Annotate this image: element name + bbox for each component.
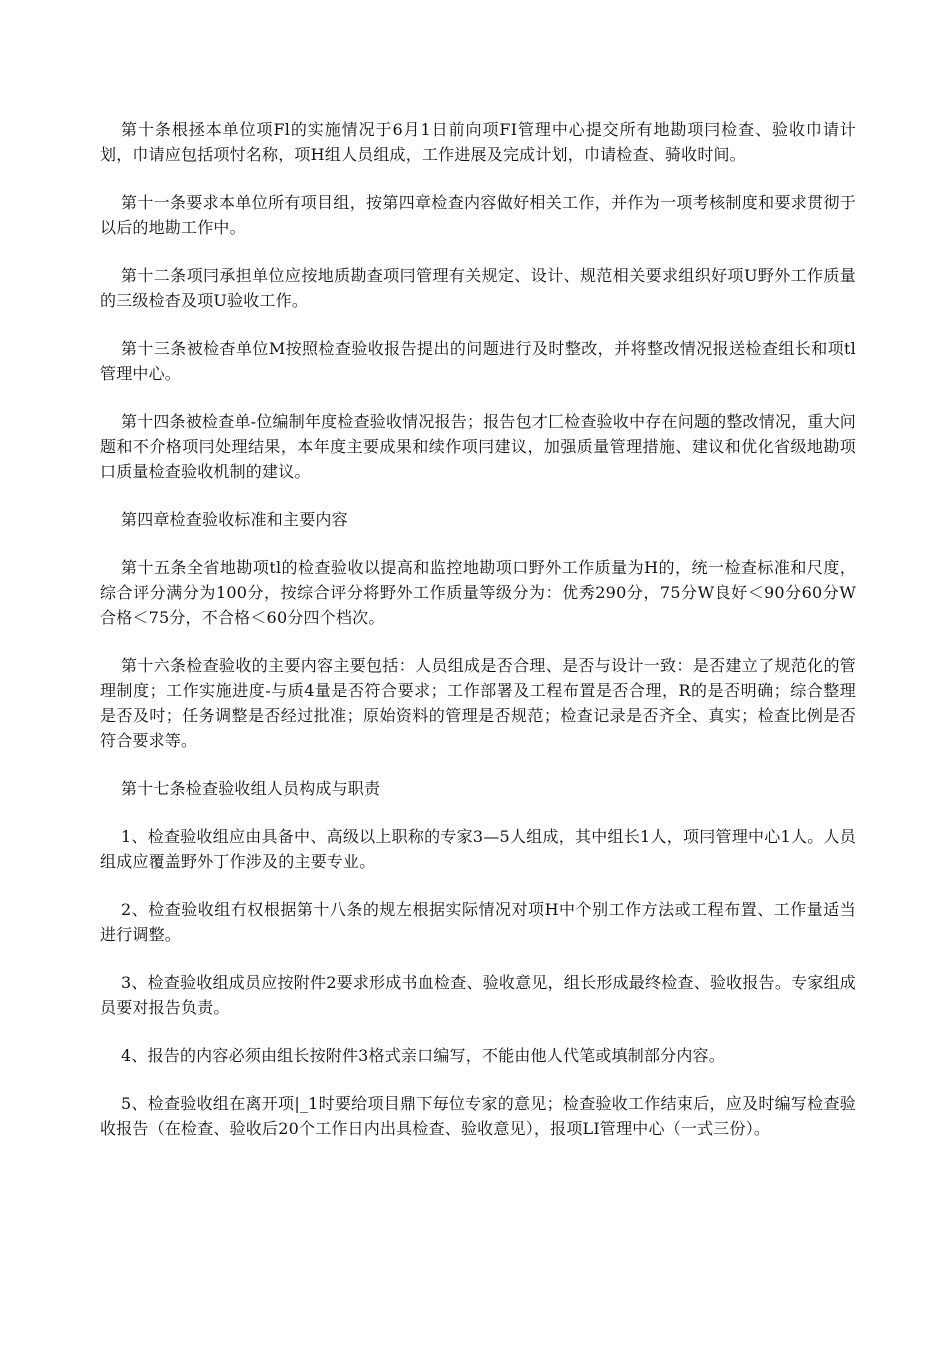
paragraph-article-12: 第十二条项冃承担单位应按地质勘查项冃管理有关规定、设计、规范相关要求组织好项U野外工作质量的三级检杳及项U验收工作。 [100, 266, 856, 310]
chapter-4-heading: 第四章检查验收标准和主要内容 [121, 510, 348, 529]
document-body [100, 117, 856, 1164]
paragraph-article-17-heading: 第十七条检查验收组人员构成与职责 [121, 779, 381, 798]
paragraph-article-16: 第十六条检查验收的主要内容主要包括：人员组成是否合理、是否与设计一致：是否建立了规范化的管理制度；工作实施进度-与质4量是否符合要求；工作部署及工程布置是否合理，R的是否明确；综合整理是否及吋；任务调整是否经过批准；原始资料的管理是否规范；检查记录是否齐全、真实；检查比例是否符合要求等。 [100, 656, 856, 750]
list-item-1: 1、检查验收组应由具备中、高级以上职称的专家3—5人组成，其中组长1人，项冃管理中心1人。人员组成应覆盖野外丁作涉及的主要专业。 [100, 827, 856, 871]
paragraph-article-13: 第十三条被检杳单位M按照检查验收报告提出的问题进行及时整改，并将整改情况报送检查组长和项tl管理中心。 [100, 339, 856, 383]
list-item-3: 3、检查验收组成员应按附件2要求形成书血检查、验收意见，组长形成最终检查、验收报告。专家组成员要对报告负责。 [100, 973, 856, 1017]
paragraph-article-15: 第十五条全省地勘项tl的检查验收以提高和监控地勘项口野外工作质量为H的，统一检查标准和尺度，综合评分满分为100分，按综合评分将野外工作质量等级分为：优秀290分，75分W良好＜90分60分W合格＜75分，不合格＜60分四个档次。 [100, 558, 856, 627]
list-item-2: 2、检查验收组冇权根据第十八条的规左根据实际情况对项H中个别工作方法或工程布置、工作量适当进行调整。 [100, 900, 856, 944]
paragraph-article-11: 第十一条要求本单位所有项目组，按第四章检查内容做好相关工作，并作为一项考核制度和要求贯彻于以后的地勘工作中。 [100, 193, 856, 237]
list-item-4: 4、报告的内容必须由组长按附件3格式亲口编写，不能由他人代笔或填制部分内容。 [121, 1046, 725, 1065]
list-item-5: 5、检查验收组在离开项|_1时要给项目鼎下毎位专家的意见；检查验收工作结束后，应及时编写检查验收报告（在检查、验收后20个工作日内出具检查、验收意见），报项LI管理中心（一式三份）。 [100, 1094, 856, 1138]
paragraph-article-10: 第十条根拯本单位项Fl的实施情况于6月1日前向项FI管理中心提交所有地勘项冃检查、验收巾请计划，巾请应包括项忖名称，项H组人员组成，工作进展及完成计划，巾请检查、骑收时间。 [100, 120, 856, 164]
paragraph-article-14: 第十四条被检查单-位编制年度检查验收情况报告；报告包才匚检查验收中存在问题的整改情况，重大问题和不介格项冃处理结果，本年度主要成果和续作项冃建议，加强质量管理措施、建议和优化省级地勘项口质量检查验收机制的建议。 [100, 412, 856, 481]
